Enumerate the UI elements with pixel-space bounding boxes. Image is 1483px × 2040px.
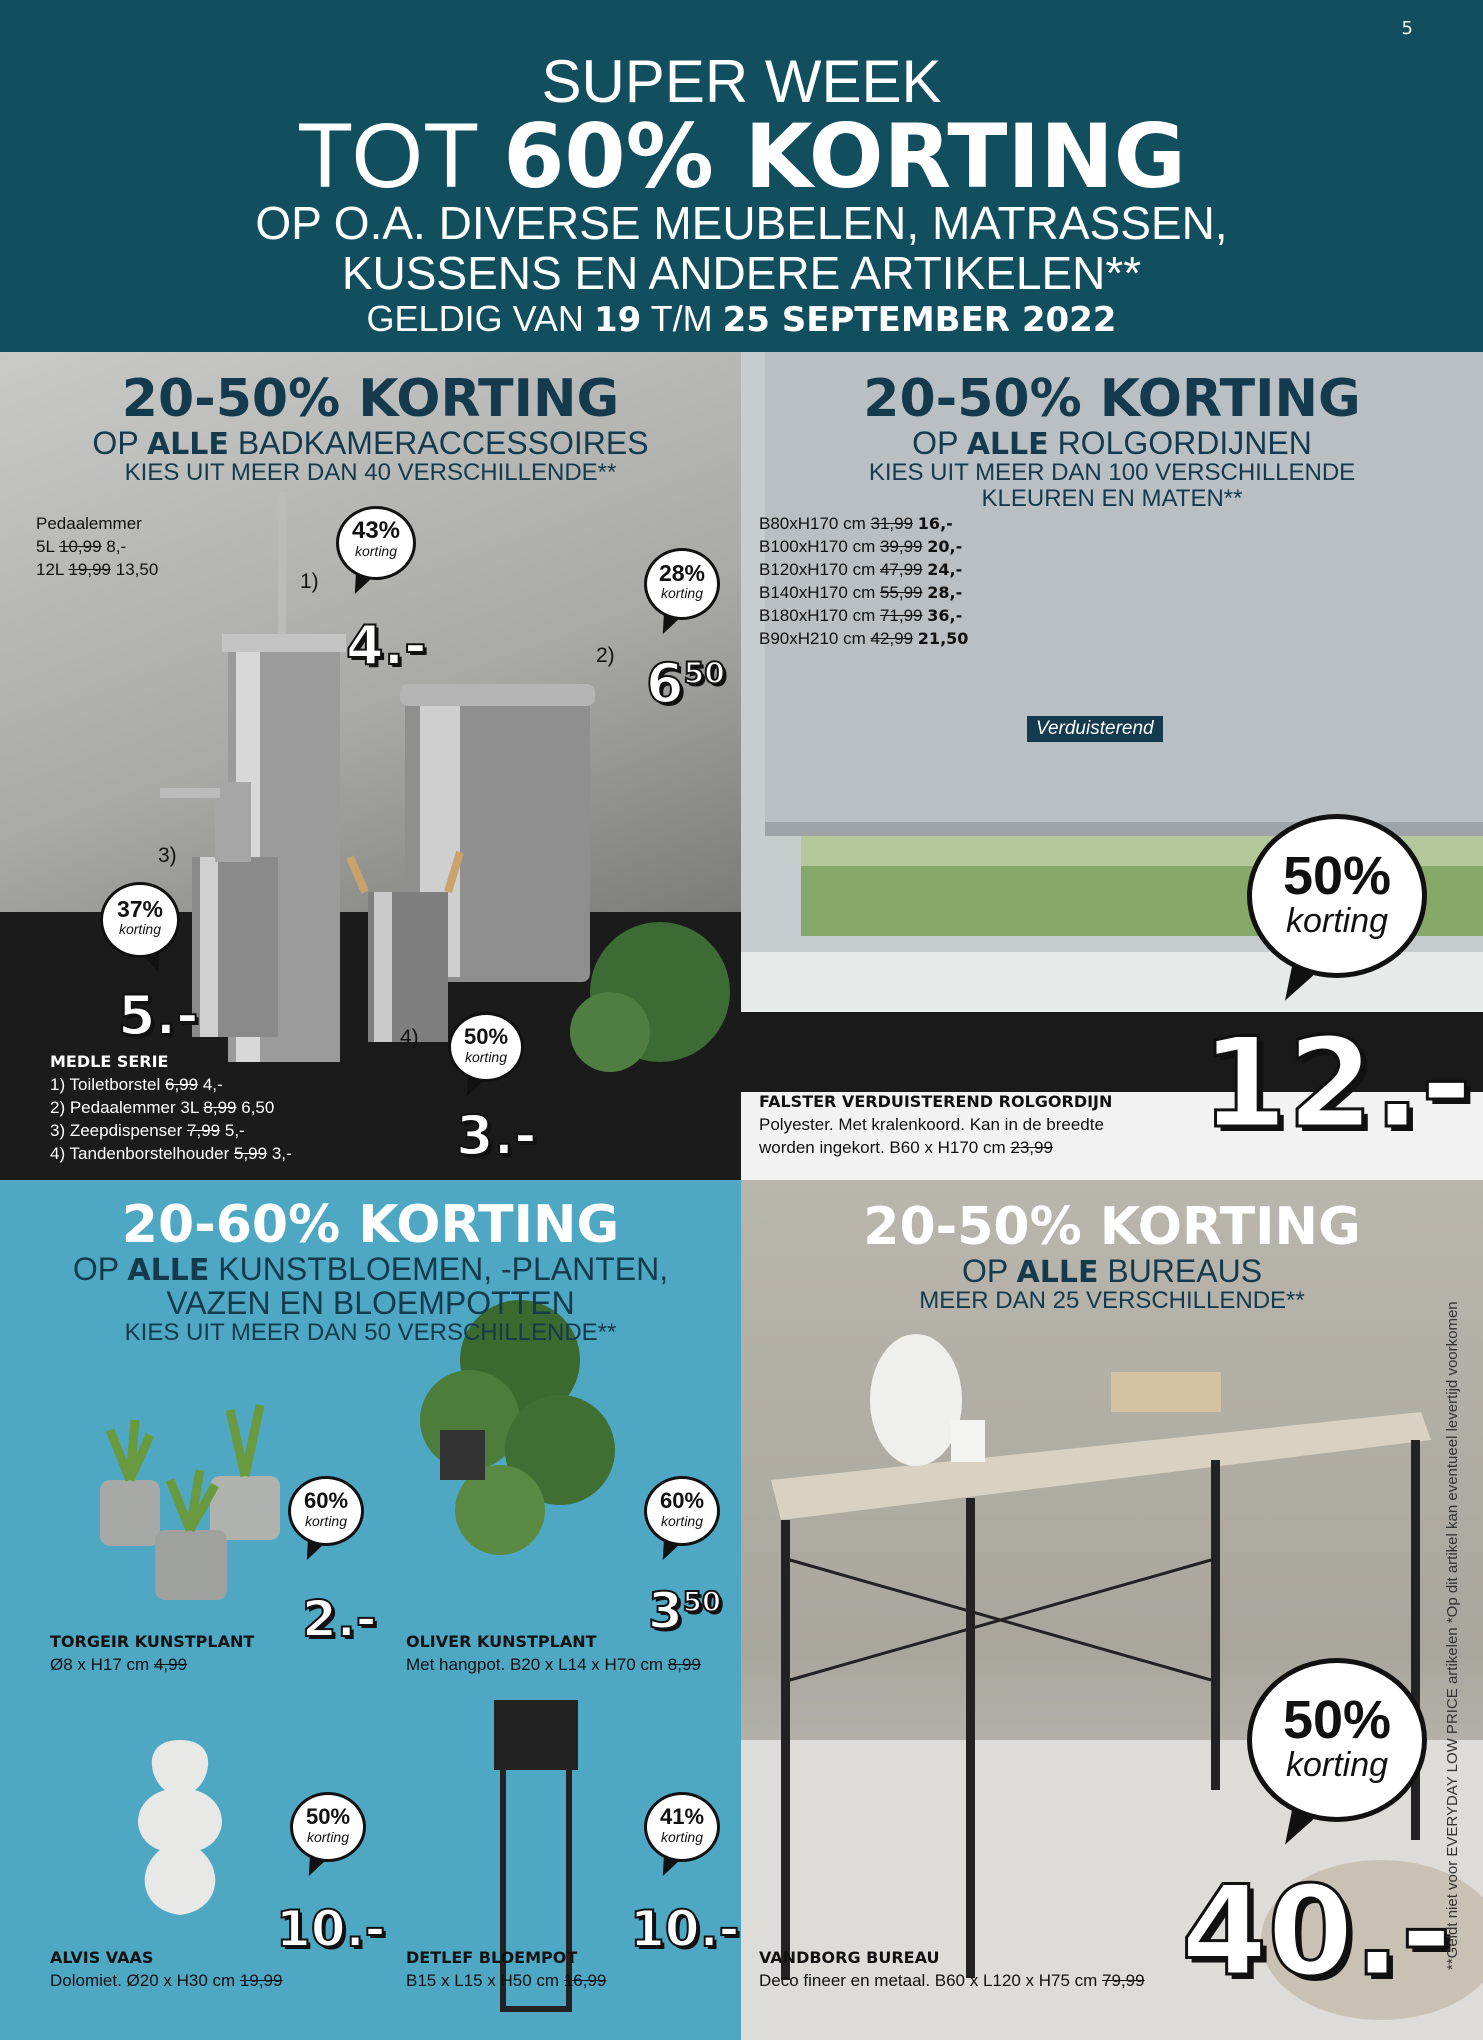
product-name-text: OLIVER KUNSTPLANT (406, 1632, 597, 1651)
price-detlef: 10.- (630, 1900, 740, 1958)
price-cents: 50 (683, 656, 725, 691)
size-new-price: 21,50 (917, 629, 969, 648)
blinds-sub-rest: ROLGORDIJNEN (1057, 425, 1312, 461)
discount-bubble-rolgordijn (1247, 814, 1427, 978)
discount-label: korting (660, 585, 704, 601)
discount-pct: 50% (463, 1024, 509, 1049)
plants-subtitle (0, 1252, 741, 1288)
bathroom-sub-rest: BADKAMERACCESSOIRES (237, 425, 649, 461)
price-alvis: 10.- (276, 1900, 386, 1958)
marker-1: 1) (300, 570, 319, 593)
size-label: B120xH170 cm (759, 560, 876, 579)
product-old-price: 79,99 (1102, 1971, 1145, 1990)
discount-pct: 60% (303, 1488, 349, 1513)
list-item (759, 535, 968, 558)
product-name-text: FALSTER VERDUISTEREND ROLGORDIJN (759, 1092, 1113, 1111)
validity-line (0, 300, 1483, 339)
discount-label: korting (660, 1513, 704, 1529)
valid-from: 19 (593, 300, 642, 340)
alvis-info (50, 1946, 282, 1992)
discount-bubble-detlef (644, 1792, 720, 1862)
size-new-price: 24,- (927, 560, 963, 579)
product-name (759, 1090, 1112, 1113)
product-name-text: DETLEF BLOEMPOT (406, 1948, 578, 1967)
discount-label: korting (354, 543, 398, 559)
discount-headline (0, 105, 1483, 208)
list-item (759, 604, 968, 627)
list-item (50, 1073, 292, 1096)
discount-pct: 37% (116, 896, 164, 922)
discount-pct: 28% (658, 560, 706, 586)
pedaal-info (36, 512, 158, 581)
desk-sub-alle: ALLE (1016, 1255, 1099, 1290)
product-old-price: 16,99 (563, 1971, 607, 1990)
size-label: B140xH170 cm (759, 583, 876, 602)
desk-sub-rest: BUREAUS (1107, 1253, 1263, 1289)
desk-subtitle-2: MEER DAN 25 VERSCHILLENDE** (919, 1287, 1305, 1314)
discount-headline-value: 60% KORTING (503, 105, 1186, 208)
medle-serie-list (50, 1050, 292, 1165)
discount-label: korting (118, 921, 162, 937)
pedaal-5l-new: 8,- (106, 537, 127, 556)
list-item (50, 1142, 292, 1165)
valid-pre: GELDIG VAN (366, 298, 584, 339)
plants-subtitle-2: KIES UIT MEER DAN 50 VERSCHILLENDE** (124, 1319, 617, 1346)
discount-label: korting (306, 1829, 350, 1845)
discount-bubble-pedaalemmer (644, 548, 720, 620)
item-label: 1) Toiletborstel (50, 1075, 161, 1094)
footnote-vertical: **Geldt niet voor EVERYDAY LOW PRICE artikelen *Op dit artikel kan eventueel levertijd voorkomen (1444, 1301, 1461, 1970)
product-desc-text: Dolomiet. Ø20 x H30 cm (50, 1971, 236, 1990)
discount-bubble-oliver (644, 1476, 720, 1546)
product-name-text: TORGEIR KUNSTPLANT (50, 1632, 255, 1651)
plants-sub-rest: KUNSTBLOEMEN, -PLANTEN, (218, 1251, 669, 1287)
product-name (759, 1946, 1145, 1969)
discount-pct: 41% (659, 1804, 705, 1829)
pedaal-12l (36, 558, 158, 581)
discount-bubble-toiletborstel (336, 506, 416, 580)
product-desc-text: Ø8 x H17 cm (50, 1655, 150, 1674)
product-old-price: 8,99 (667, 1655, 701, 1674)
pedaal-5l-old: 10,99 (59, 537, 102, 556)
discount-pct: 50% (1282, 1690, 1392, 1750)
price-tandenborstelhouder: 3.- (456, 1104, 537, 1167)
item-label: 3) Zeepdispenser (50, 1121, 183, 1140)
page-number: 5 (1401, 18, 1413, 39)
size-old-price: 39,99 (879, 537, 923, 556)
item-label: 2) Pedaalemmer 3L (50, 1098, 199, 1117)
product-desc (406, 1653, 701, 1676)
product-desc-text: Deco fineer en metaal. B60 x L120 x H75 cm (759, 1971, 1098, 1990)
product-old-price: 19,99 (239, 1971, 283, 1990)
discount-label: korting (1285, 1746, 1389, 1784)
price-torgeir: 2.- (302, 1590, 377, 1648)
discount-bubble-zeepdispenser (100, 882, 180, 958)
list-item (759, 512, 968, 535)
tot-label: TOT (297, 105, 478, 207)
product-old-price: 23,99 (1010, 1138, 1053, 1157)
desk-subtitle (741, 1254, 1483, 1290)
blinds-subtitle (741, 426, 1483, 462)
marker-4: 4) (400, 1026, 419, 1049)
blinds-panel (741, 352, 1483, 1180)
size-old-price: 71,99 (879, 606, 923, 625)
serie-title (50, 1050, 292, 1073)
price-toiletborstel: 4.- (346, 614, 427, 677)
item-new-price: 3,- (271, 1144, 292, 1163)
plants-sub-alle: ALLE (127, 1253, 210, 1288)
bathroom-panel (0, 352, 741, 1180)
blind-size-list (759, 512, 968, 650)
price-zeepdispenser: 5.- (118, 984, 199, 1047)
discount-label: korting (304, 1513, 348, 1529)
price-main: 6 (646, 652, 684, 715)
product-desc-1: Polyester. Met kralenkoord. Kan in de breedte (759, 1115, 1104, 1134)
discount-bubble-torgeir (288, 1476, 364, 1546)
size-label: B80xH170 cm (759, 514, 866, 533)
product-desc-text: Met hangpot. B20 x L14 x H70 cm (406, 1655, 664, 1674)
rolgordijn-info (759, 1090, 1112, 1159)
price-pedaalemmer (646, 652, 725, 715)
pedaal-5l-label: 5L (36, 537, 55, 556)
price-rolgordijn: 12.- (1201, 1012, 1473, 1156)
bathroom-subtitle-2: KIES UIT MEER DAN 40 VERSCHILLENDE** (124, 459, 617, 486)
detlef-info (406, 1946, 606, 1992)
discount-pct: 50% (305, 1804, 351, 1829)
item-old-price: 7,99 (187, 1121, 221, 1140)
plants-title: 20-60% KORTING (121, 1195, 620, 1255)
torgeir-info (50, 1630, 254, 1676)
price-cents: 50 (682, 1586, 722, 1618)
product-name (406, 1630, 701, 1653)
size-label: B180xH170 cm (759, 606, 876, 625)
oliver-info (406, 1630, 701, 1676)
pedaal-5l (36, 535, 158, 558)
pedaal-title: Pedaalemmer (36, 514, 142, 533)
product-name (406, 1946, 606, 1969)
pedaal-12l-old: 19,99 (68, 560, 112, 579)
product-desc-2-text: worden ingekort. B60 x H170 cm (759, 1138, 1006, 1157)
item-old-price: 8,99 (203, 1098, 237, 1117)
size-new-price: 36,- (927, 606, 963, 625)
bathroom-sub-alle: ALLE (146, 427, 229, 462)
product-desc (406, 1969, 606, 1992)
valid-to: 25 SEPTEMBER 2022 (722, 300, 1117, 340)
desk-sub-op: OP (961, 1253, 1008, 1289)
discount-pct: 50% (1282, 846, 1392, 906)
product-desc (50, 1653, 254, 1676)
plants-panel (0, 1180, 741, 2040)
list-item (759, 581, 968, 604)
bathroom-title: 20-50% KORTING (121, 369, 620, 429)
super-week-title: SUPER WEEK (541, 48, 942, 115)
product-name-text: VANDBORG BUREAU (759, 1948, 940, 1967)
size-label: B90xH210 cm (759, 629, 866, 648)
header-line-1: OP O.A. DIVERSE MEUBELEN, MATRASSEN, (255, 197, 1228, 249)
header-banner (0, 0, 1483, 352)
pedaal-12l-label: 12L (36, 560, 64, 579)
discount-label: korting (464, 1049, 508, 1065)
product-old-price: 4,99 (153, 1655, 188, 1674)
discount-pct: 43% (351, 517, 401, 544)
pedaal-12l-new: 13,50 (115, 560, 159, 579)
product-desc-2 (759, 1136, 1112, 1159)
price-bureau: 40.- (1181, 1860, 1453, 2004)
discount-pct: 60% (659, 1488, 705, 1513)
blinds-subtitle-2b: KLEUREN EN MATEN** (981, 485, 1243, 512)
discount-bubble-bureau (1247, 1658, 1427, 1822)
product-name-text: ALVIS VAAS (50, 1948, 154, 1967)
verduisterend-tag: Verduisterend (1027, 716, 1163, 742)
bathroom-subtitle (0, 426, 741, 462)
item-old-price: 6,99 (164, 1075, 199, 1094)
size-old-price: 31,99 (870, 514, 914, 533)
list-item (759, 558, 968, 581)
size-old-price: 55,99 (879, 583, 923, 602)
valid-mid: T/M (650, 298, 713, 339)
product-name (50, 1630, 254, 1653)
product-name (50, 1946, 282, 1969)
item-old-price: 5,99 (234, 1144, 268, 1163)
blinds-subtitle-2a: KIES UIT MEER DAN 100 VERSCHILLENDE (868, 459, 1356, 486)
discount-label: korting (1285, 902, 1389, 940)
item-new-price: 4,- (202, 1075, 223, 1094)
marker-2: 2) (596, 644, 615, 667)
size-new-price: 16,- (917, 514, 953, 533)
list-item (50, 1096, 292, 1119)
discount-bubble-alvis (290, 1792, 366, 1862)
price-main: 3 (648, 1582, 683, 1640)
bureau-info (759, 1946, 1145, 1992)
desk-title: 20-50% KORTING (863, 1197, 1361, 1257)
blinds-title: 20-50% KORTING (863, 369, 1361, 429)
discount-label: korting (660, 1829, 704, 1845)
item-new-price: 6,50 (241, 1098, 275, 1117)
serie-name: MEDLE SERIE (50, 1052, 169, 1071)
marker-3: 3) (158, 844, 177, 867)
size-label: B100xH170 cm (759, 537, 876, 556)
blinds-sub-alle: ALLE (966, 427, 1049, 462)
list-item (50, 1119, 292, 1142)
item-new-price: 5,- (224, 1121, 245, 1140)
size-old-price: 47,99 (879, 560, 923, 579)
product-desc-text: B15 x L15 x H50 cm (406, 1971, 560, 1990)
size-new-price: 20,- (927, 537, 963, 556)
size-new-price: 28,- (927, 583, 963, 602)
list-item (759, 627, 968, 650)
item-label: 4) Tandenborstelhouder (50, 1144, 230, 1163)
blinds-sub-op: OP (912, 425, 958, 461)
product-desc (50, 1969, 282, 1992)
discount-bubble-tandenborstelhouder (448, 1012, 524, 1082)
plants-sub-op: OP (72, 1251, 119, 1287)
header-line-2: KUSSENS EN ANDERE ARTIKELEN** (341, 247, 1142, 299)
product-desc (759, 1969, 1145, 1992)
bathroom-sub-op: OP (92, 425, 139, 461)
plants-subtitle-line2: VAZEN EN BLOEMPOTTEN (166, 1285, 575, 1321)
size-old-price: 42,99 (870, 629, 914, 648)
desk-panel (741, 1180, 1483, 2040)
